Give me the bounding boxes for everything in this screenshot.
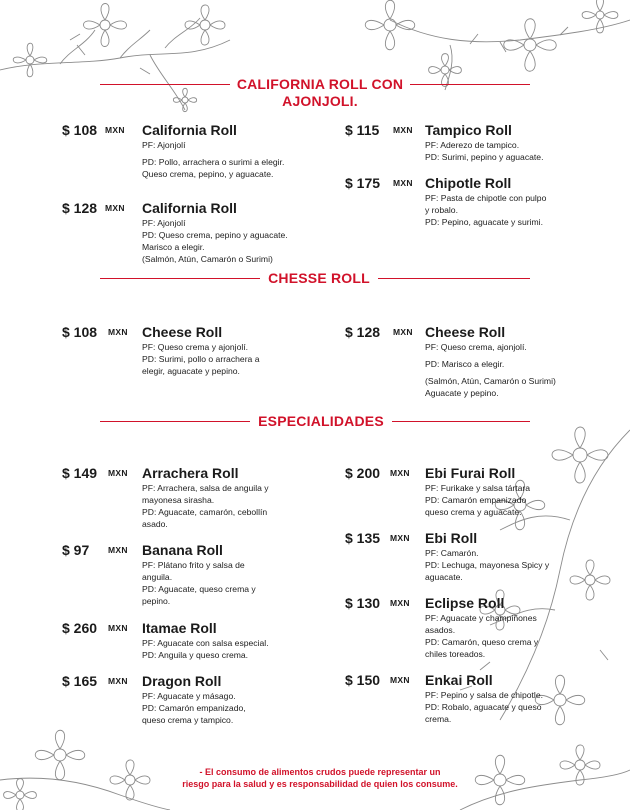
item-description: PF: Aguacate y másago. PD: Camarón empanizado, queso crema y tampico. [142, 691, 246, 725]
item-description: PF: Pasta de chipotle con pulpo y robalo. PD: Pepino, aguacate y surimi. [425, 193, 547, 227]
item-name: Dragon Roll [142, 673, 222, 689]
item-currency: MXN [108, 623, 128, 633]
item-currency: MXN [390, 675, 410, 685]
item-price: $ 128 [62, 200, 98, 216]
raw-food-warning: - El consumo de alimentos crudos puede representar un riesgo para la salud y es responsabilidad de quien los consume. [182, 767, 458, 789]
item-currency: MXN [108, 327, 128, 337]
item-description: PF: Aguacate y champiñones asados. PD: Camarón, queso crema y chiles toreados. [425, 613, 539, 659]
section-title-especialidades: ESPECIALIDADES [258, 413, 384, 429]
item-description: PF: Aguacate con salsa especial. PD: Anguila y queso crema. [142, 638, 269, 660]
item-currency: MXN [390, 598, 410, 608]
item-name: Chipotle Roll [425, 175, 512, 191]
item-price: $ 130 [345, 595, 381, 611]
section-california-header [0, 76, 630, 116]
item-price: $ 115 [345, 122, 380, 138]
item-name: Ebi Furai Roll [425, 465, 516, 481]
item-currency: MXN [390, 533, 410, 543]
item-description: PF: Camarón. PD: Lechuga, mayonesa Spicy y aguacate. [425, 548, 550, 582]
item-description: PF: Queso crema, ajonjolí. PD: Marisco a elegir. (Salmón, Atún, Camarón o Surimi) Aguacate y pepino. [425, 342, 556, 398]
section-cheese-header [0, 270, 630, 310]
item-name: Arrachera Roll [142, 465, 239, 481]
item-name: Cheese Roll [142, 324, 223, 340]
item-currency: MXN [108, 545, 128, 555]
item-price: $ 97 [62, 542, 90, 558]
item-price: $ 150 [345, 672, 381, 688]
item-currency: MXN [108, 468, 128, 478]
item-name: California Roll [142, 122, 237, 138]
divider-right [392, 421, 530, 422]
section-especialidades-header [0, 413, 630, 453]
item-description: PF: Aderezo de tampico. PD: Surimi, pepino y aguacate. [425, 140, 544, 162]
item-price: $ 165 [62, 673, 98, 689]
divider-left [100, 421, 250, 422]
item-description: PF: Plátano frito y salsa de anguila. PD: Aguacate, queso crema y pepino. [142, 560, 256, 606]
item-price: $ 108 [62, 122, 98, 138]
section-title-california: CALIFORNIA ROLL CON AJONJOLI. [236, 76, 404, 109]
item-currency: MXN [105, 125, 125, 135]
item-price: $ 260 [62, 620, 98, 636]
item-currency: MXN [393, 327, 413, 337]
divider-left [100, 278, 260, 279]
item-price: $ 135 [345, 530, 381, 546]
item-name: Cheese Roll [425, 324, 506, 340]
divider-left [100, 84, 230, 85]
item-name: Eclipse Roll [425, 595, 505, 611]
item-price: $ 149 [62, 465, 98, 481]
section-title-cheese: CHESSE ROLL [268, 270, 370, 286]
item-currency: MXN [393, 125, 413, 135]
item-currency: MXN [105, 203, 125, 213]
item-currency: MXN [108, 676, 128, 686]
item-description: PF: Pepino y salsa de chipotle. PD: Robalo, aguacate y queso crema. [425, 690, 543, 724]
divider-right [410, 84, 530, 85]
item-name: California Roll [142, 200, 237, 216]
item-name: Tampico Roll [425, 122, 512, 138]
item-description: PF: Ajonjolí PD: Queso crema, pepino y aguacate. Marisco a elegir. (Salmón, Atún, Camarón o Surimi) [142, 218, 288, 264]
item-name: Itamae Roll [142, 620, 217, 636]
item-price: $ 200 [345, 465, 381, 481]
item-price: $ 128 [345, 324, 381, 340]
item-price: $ 175 [345, 175, 381, 191]
floral-decoration-top [0, 0, 630, 140]
item-description: PF: Queso crema y ajonjolí. PD: Surimi, pollo o arrachera a elegir, aguacate y pepino. [142, 342, 260, 376]
item-price: $ 108 [62, 324, 98, 340]
item-name: Ebi Roll [425, 530, 478, 546]
item-currency: MXN [393, 178, 413, 188]
item-description: PF: Furikake y salsa tártara PD: Camarón empanizado queso crema y aguacate. [425, 483, 531, 517]
item-description: PF: Arrachera, salsa de anguila y mayonesa sirasha. PD: Aguacate, camarón, cebollín asado. [142, 483, 269, 529]
item-name: Enkai Roll [425, 672, 493, 688]
item-currency: MXN [390, 468, 410, 478]
item-name: Banana Roll [142, 542, 223, 558]
divider-right [378, 278, 530, 279]
item-description: PF: Ajonjolí PD: Pollo, arrachera o surimi a elegir. Queso crema, pepino, y aguacate. [142, 140, 285, 179]
floral-decoration-bottom [0, 720, 630, 810]
